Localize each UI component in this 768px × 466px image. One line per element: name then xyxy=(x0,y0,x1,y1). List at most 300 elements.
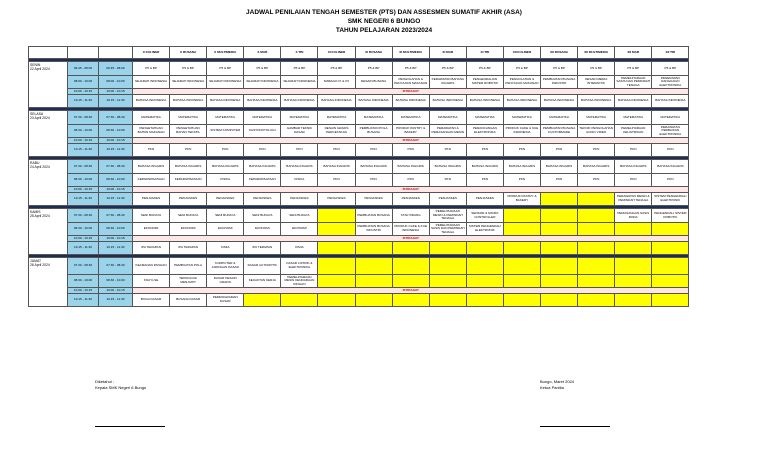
day-name: JUMAT xyxy=(30,259,42,263)
subject-cell: PEMELIHARAAN MESIN KENDARAAN RINGAN xyxy=(281,275,318,288)
subject-cell: BAHASA INDONESIA xyxy=(281,95,318,108)
time-cell: 10.00 - 10.15 xyxy=(99,187,133,193)
subject-cell: P5 & BP xyxy=(281,62,318,76)
subject-cell: SEJARAH INDONESIA xyxy=(244,76,281,89)
subject-cell: P5 & BP xyxy=(466,62,503,76)
subject-cell xyxy=(503,258,540,275)
header-time-2 xyxy=(99,47,133,59)
table-row xyxy=(29,258,689,275)
subject-cell: KOMPUTER & JARINGAN DASAR xyxy=(207,258,244,275)
subject-cell: PENJASKES xyxy=(170,193,207,206)
subject-cell: DASAR DESAIN GRAFIS xyxy=(207,275,244,288)
subject-cell: PENERAPAN RANGKAIAN ELEKTRONIKA xyxy=(652,76,689,89)
subject-cell: MATEMATIKA xyxy=(207,111,244,125)
table-row xyxy=(29,193,689,206)
subject-cell: PENJASKES xyxy=(244,193,281,206)
subject-cell: BAHASA INDONESIA xyxy=(244,95,281,108)
subject-cell: SEJARAH INDONESIA xyxy=(133,76,170,89)
subject-cell: BAHASA INGGRIS xyxy=(170,160,207,174)
subject-cell: PKN xyxy=(652,174,689,187)
subject-cell: IPA TERAPAN xyxy=(133,242,170,255)
class-header: XII MAB xyxy=(615,47,652,59)
header-time-1 xyxy=(68,47,99,59)
day-date: 22 April 2024 xyxy=(30,66,50,71)
subject-cell: PKN xyxy=(578,144,615,157)
subject-cell: IPA TERAPAN xyxy=(170,242,207,255)
subject-cell xyxy=(615,294,652,307)
subject-cell: BAHASA INDONESIA xyxy=(355,95,392,108)
class-header: X MULTIMEDIA xyxy=(207,47,244,59)
subject-cell: BAHASA INDONESIA xyxy=(392,95,429,108)
table-row xyxy=(29,144,689,157)
subject-cell: BAHASA INGGRIS xyxy=(652,160,689,174)
time-cell: 07.30 - 08.30 xyxy=(68,160,99,174)
header-year: TAHUN PELAJARAN 2023/2024 xyxy=(335,27,433,34)
exam-schedule-table xyxy=(28,46,689,307)
subject-cell xyxy=(578,258,615,275)
time-cell: 10.00 - 10.15 xyxy=(68,288,99,294)
subject-cell xyxy=(578,242,615,255)
time-cell: 07.30 - 08.30 xyxy=(68,258,99,275)
subject-cell xyxy=(466,258,503,275)
time-cell: 07.30 - 08.30 xyxy=(68,209,99,223)
time-cell: 06.45 - 08.00 xyxy=(99,62,133,76)
subject-cell: PKN xyxy=(318,144,355,157)
subject-cell xyxy=(355,275,392,288)
subject-cell: BAHASA INDONESIA xyxy=(170,95,207,108)
subject-cell: PEMELIHARAAN KELISTRIKAN xyxy=(615,125,652,138)
subject-cell: MABAGO IX & XX xyxy=(318,76,355,89)
subject-cell: P5 & BP xyxy=(578,62,615,76)
subject-cell: PKN xyxy=(466,174,503,187)
day-cell xyxy=(29,160,68,206)
subject-cell: PKN xyxy=(355,144,392,157)
time-cell: 10.15 - 11.30 xyxy=(68,95,99,108)
table-row xyxy=(29,223,689,236)
subject-cell: P5 & BP xyxy=(244,62,281,76)
subject-cell: PKN xyxy=(429,174,466,187)
subject-cell xyxy=(541,275,578,288)
subject-cell xyxy=(429,294,466,307)
subject-cell: PERAWATAN & PEMASANGAN MESIN xyxy=(429,125,466,138)
subject-cell: PKN xyxy=(466,144,503,157)
subject-cell: MATEMATIKA xyxy=(170,111,207,125)
subject-cell: PERAWATAN BAHASA INGGRIS xyxy=(429,76,466,89)
table-row xyxy=(29,242,689,255)
time-cell: 08.30 - 10.00 xyxy=(99,275,133,288)
day-name: RABU xyxy=(30,161,40,165)
subject-cell: PEMELIHARAAN SASIS DAN PEMINDAH TENAGA xyxy=(616,75,651,87)
day-name: SELASA xyxy=(30,112,44,116)
class-header: XI MAB xyxy=(429,47,466,59)
subject-cell: DASAR AUTOMOTIF xyxy=(244,258,281,275)
subject-cell: PRODUK PASTRY & BAKERY xyxy=(503,193,540,206)
time-cell: 10.15 - 11.30 xyxy=(99,294,133,307)
time-cell: 10.15 - 11.30 xyxy=(99,242,133,255)
table-row xyxy=(29,160,689,174)
time-cell: 08.30 - 10.00 xyxy=(99,125,133,138)
subject-cell xyxy=(318,275,355,288)
subject-cell: BAHASA INDONESIA xyxy=(207,95,244,108)
day-date: 23 April 2024 xyxy=(30,115,50,120)
subject-cell: P5 & BP xyxy=(541,62,578,76)
signature-line-left xyxy=(95,426,165,427)
table-row xyxy=(29,174,689,187)
subject-cell: SENI BUDAYA xyxy=(207,209,244,223)
break-label: ISTIRAHAT xyxy=(133,288,689,294)
subject-cell: TATA HIDANG xyxy=(392,209,429,223)
footer-left-label: Diketahui : xyxy=(95,379,114,384)
subject-cell: PENJASKES xyxy=(318,193,355,206)
subject-cell: PKN xyxy=(355,174,392,187)
subject-cell: MATEMATIKA xyxy=(503,111,540,125)
time-cell: 10.15 - 11.30 xyxy=(68,294,99,307)
class-header: XII MULTIMEDIA xyxy=(578,47,615,59)
subject-cell: MATEMATIKA xyxy=(355,111,392,125)
subject-cell: BAHASA INDONESIA xyxy=(578,95,615,108)
subject-cell xyxy=(541,294,578,307)
subject-cell: KEPARIWISATAAN xyxy=(244,174,281,187)
subject-cell: MATEMATIKA xyxy=(429,111,466,125)
subject-cell xyxy=(355,294,392,307)
subject-cell: KIMIA xyxy=(281,242,318,255)
subject-cell xyxy=(503,209,540,223)
subject-cell: PENJASKES xyxy=(133,193,170,206)
subject-cell: P5 & BP xyxy=(392,62,429,76)
table-row xyxy=(29,125,689,138)
subject-cell: PKN xyxy=(318,174,355,187)
time-cell: 10.00 - 10.15 xyxy=(99,138,133,144)
subject-cell: PENGETAHUAN BAHAN MAKANAN xyxy=(133,125,170,138)
subject-cell: P5 & BP xyxy=(355,62,392,76)
subject-cell: SEJARAH INDONESIA xyxy=(281,76,318,89)
subject-cell: BAHASA INGGRIS xyxy=(318,160,355,174)
subject-cell xyxy=(652,223,689,236)
time-cell: 08.30 - 10.00 xyxy=(99,174,133,187)
day-cell xyxy=(29,62,68,108)
subject-cell: BAHASA INDONESIA xyxy=(615,95,652,108)
subject-cell xyxy=(503,223,540,236)
subject-cell: BAHASA INDONESIA xyxy=(318,95,355,108)
subject-cell xyxy=(244,294,281,307)
subject-cell xyxy=(541,209,578,223)
class-header: XII KULINER xyxy=(503,47,540,59)
subject-cell: MATEMATIKA xyxy=(392,111,429,125)
subject-cell: PKN xyxy=(281,144,318,157)
table-row xyxy=(29,95,689,108)
subject-cell: P5 & BP xyxy=(615,62,652,76)
subject-cell: PEMELIHARAAN SASIS DAN PEMINDAH TENAGA xyxy=(430,222,465,234)
subject-cell xyxy=(466,294,503,307)
subject-cell: DESAIN MEDIA INTERAKTIF xyxy=(578,76,615,89)
subject-cell: SENI BUDAYA xyxy=(281,209,318,223)
class-header: XI MULTIMEDIA xyxy=(392,47,429,59)
footer-right xyxy=(540,379,574,391)
time-cell: 10.15 - 11.30 xyxy=(68,242,99,255)
subject-cell: P5 & BP xyxy=(170,62,207,76)
subject-cell: PENGENDALI SISTEM ROBOTIK xyxy=(652,209,689,223)
subject-cell: EKONOMI xyxy=(170,223,207,236)
subject-cell: BAHASA INGGRIS xyxy=(466,160,503,174)
subject-cell: BUSANA DASAR xyxy=(170,294,207,307)
subject-cell: K3LH LSE xyxy=(133,275,170,288)
subject-cell: BAHASA INDONESIA xyxy=(503,95,540,108)
time-cell: 10.00 - 10.15 xyxy=(99,288,133,294)
subject-cell xyxy=(615,242,652,255)
day-date: 24 April 2024 xyxy=(30,164,50,169)
footer-right-title: Ketua Panitia xyxy=(540,385,564,390)
subject-cell: BAHASA INDONESIA xyxy=(541,95,578,108)
break-label: ISTIRAHAT xyxy=(133,187,689,193)
subject-cell: PEMBUATAN BUSANA xyxy=(355,209,392,223)
subject-cell: BAHASA INDONESIA xyxy=(466,95,503,108)
day-cell xyxy=(29,111,68,157)
subject-cell xyxy=(392,294,429,307)
subject-cell xyxy=(318,242,355,255)
subject-cell xyxy=(578,294,615,307)
subject-cell: MATEMATIKA xyxy=(281,111,318,125)
subject-cell: P5 & BP xyxy=(503,62,540,76)
subject-cell: KASTONOTOLOGI xyxy=(244,125,281,138)
subject-cell: KEPARIWISATAAN xyxy=(133,174,170,187)
subject-cell: DESAIN GRAFIS PERCETAKAN xyxy=(318,125,355,138)
subject-cell: MATEMATIKA xyxy=(133,111,170,125)
subject-cell xyxy=(541,258,578,275)
subject-cell: PEMROGRAMAN DASAR xyxy=(207,294,244,307)
subject-cell: PENJASKES xyxy=(207,193,244,206)
subject-cell xyxy=(652,294,689,307)
subject-cell: P5 & BP xyxy=(318,62,355,76)
subject-cell: TEKNOLOGI MENJAHIT xyxy=(170,275,207,288)
subject-cell xyxy=(652,258,689,275)
subject-cell: DESAIN BUSANA xyxy=(355,76,392,89)
day-date: 25 April 2024 xyxy=(30,213,50,218)
time-cell: 10.00 - 10.15 xyxy=(68,89,99,95)
subject-cell xyxy=(578,223,615,236)
class-header: XI BUSANA xyxy=(355,47,392,59)
subject-cell: BAHASA INGGRIS xyxy=(207,160,244,174)
subject-cell: KEPARIWISATAAN xyxy=(170,174,207,187)
subject-cell: PENJASKES xyxy=(466,193,503,206)
header-title: JADWAL PENILAIAN TENGAH SEMESTER (PTS) DAN ASSESMEN SUMATIF AKHIR (ASA) xyxy=(246,9,522,16)
subject-cell: BAHASA INGGRIS xyxy=(615,160,652,174)
subject-cell: PENJASKES xyxy=(429,193,466,206)
subject-cell: PEMBUATAN BUSANA INDUSTRI xyxy=(355,223,392,236)
subject-cell xyxy=(615,275,652,288)
class-header: X MAB xyxy=(244,47,281,59)
subject-cell: PKN xyxy=(615,144,652,157)
subject-cell xyxy=(578,275,615,288)
subject-cell xyxy=(615,223,652,236)
day-cell xyxy=(29,209,68,255)
subject-cell xyxy=(318,258,355,275)
subject-cell: PKN xyxy=(541,144,578,157)
time-cell: 10.00 - 10.15 xyxy=(68,187,99,193)
subject-cell: MATEMATIKA xyxy=(244,111,281,125)
subject-cell: PENGOLAHAN & PENYAJIAN MAKANAN xyxy=(392,76,429,89)
day-date: 26 April 2024 xyxy=(30,262,50,267)
subject-cell xyxy=(541,223,578,236)
subject-cell: SISTEM PENGENDALI ELEKTRONIK xyxy=(652,193,689,206)
day-name: KAMIS xyxy=(30,210,41,214)
subject-cell: PKN xyxy=(429,144,466,157)
time-cell: 08.30 - 10.00 xyxy=(68,275,99,288)
footer-left-title: Kepala SMK Negeri 6 Bungo xyxy=(95,385,147,390)
class-header: X BUSANA xyxy=(170,47,207,59)
class-header: XI KULINER xyxy=(318,47,355,59)
subject-cell: SISTEM KOMPUTER xyxy=(207,125,244,138)
subject-cell xyxy=(466,275,503,288)
document-header xyxy=(0,8,768,35)
subject-cell: PKN xyxy=(615,174,652,187)
subject-cell: P5 & BP xyxy=(429,62,466,76)
subject-cell: MATEMATIKA xyxy=(578,111,615,125)
subject-cell: MATEMATIKA xyxy=(652,111,689,125)
class-header: X KULINER xyxy=(133,47,170,59)
subject-cell xyxy=(652,242,689,255)
table-row xyxy=(29,294,689,307)
subject-cell xyxy=(429,242,466,255)
subject-cell: KIMIA xyxy=(207,242,244,255)
subject-cell: BAHASA INGGRIS xyxy=(541,160,578,174)
subject-cell xyxy=(429,258,466,275)
subject-cell: TEKNIK PENGOLAHAN AUDIO VIDEO xyxy=(578,125,615,138)
subject-cell: PKN xyxy=(503,174,540,187)
footer-left xyxy=(95,379,146,391)
subject-cell: P5 & BP xyxy=(652,62,689,76)
subject-cell: KECAKTAN KERJA xyxy=(244,275,281,288)
time-cell: 10.15 - 11.30 xyxy=(68,193,99,206)
subject-cell: SENI BUDAYA xyxy=(133,209,170,223)
table-row xyxy=(29,275,689,288)
subject-cell: EKONOMI xyxy=(207,223,244,236)
table-row xyxy=(29,76,689,89)
time-cell: 07.30 - 08.30 xyxy=(99,258,133,275)
subject-cell: PKN xyxy=(244,144,281,157)
subject-cell: PKN xyxy=(207,144,244,157)
subject-cell: PEMELIHARAAN MESIN & PEMINDAH TENAGA xyxy=(429,209,466,223)
subject-cell: PKN xyxy=(541,174,578,187)
time-cell: 10.15 - 11.30 xyxy=(99,144,133,157)
subject-cell: BAHASA INDONESIA xyxy=(133,95,170,108)
subject-cell xyxy=(466,242,503,255)
subject-cell: BAHASA INGGRIS xyxy=(392,160,429,174)
time-cell: 08.00 - 10.00 xyxy=(68,76,99,89)
subject-cell: PKN xyxy=(578,174,615,187)
subject-cell: PKN xyxy=(503,144,540,157)
class-header: XII TBI xyxy=(652,47,689,59)
subject-cell: PENJASKES xyxy=(281,193,318,206)
subject-cell xyxy=(503,275,540,288)
table-header-row xyxy=(29,47,689,59)
subject-cell: EKONOMI xyxy=(244,223,281,236)
time-cell: 08.30 - 10.00 xyxy=(68,125,99,138)
subject-cell: MATEMATIKA xyxy=(318,111,355,125)
subject-cell: PENGETAHUAN BAHAN TEKSTIL xyxy=(170,125,207,138)
subject-cell: PKN xyxy=(652,144,689,157)
subject-cell: SENSOR & MICRO CONTROLLER xyxy=(466,209,503,223)
subject-cell: BOGA DASAR xyxy=(133,294,170,307)
subject-cell: PENGENDALIAN SISTEM ROBOTIK xyxy=(466,76,503,89)
subject-cell: BAHASA INGGRIS xyxy=(503,160,540,174)
subject-cell xyxy=(503,294,540,307)
footer-right-place-date: Bungo, Maret 2024 xyxy=(540,379,575,384)
class-header: XI TBI xyxy=(466,47,503,59)
day-cell xyxy=(29,258,68,307)
subject-cell: IPA TERAPAN xyxy=(244,242,281,255)
subject-cell: BAHASA INGGRIS xyxy=(133,160,170,174)
class-header: XII BUSANA xyxy=(541,47,578,59)
subject-cell: PKN xyxy=(170,144,207,157)
subject-cell: PENJASKES xyxy=(392,193,429,206)
time-cell: 08.30 - 10.00 xyxy=(68,174,99,187)
time-cell: 08.30 - 10.00 xyxy=(99,223,133,236)
subject-cell: GAMBAR TEKNIK DASAR xyxy=(281,125,318,138)
time-cell: 10.15 - 11.30 xyxy=(99,193,133,206)
subject-cell: FISIKA xyxy=(207,174,244,187)
time-cell: 10.00 - 10.15 xyxy=(99,236,133,242)
subject-cell: PERAWATAN PERBAIKAN ELEKTRONIKA xyxy=(652,125,689,138)
subject-cell xyxy=(615,258,652,275)
time-cell: 10.00 - 10.15 xyxy=(99,89,133,95)
subject-cell: PKN xyxy=(392,174,429,187)
subject-cell: FISIKA xyxy=(281,174,318,187)
subject-cell: MATEMATIKA xyxy=(541,111,578,125)
subject-cell: SISTEM PENGENDALI ELEKTRONIK xyxy=(466,223,503,236)
subject-cell: P5 & BP xyxy=(133,62,170,76)
table-row xyxy=(29,62,689,76)
break-label: ISTIRAHAT xyxy=(133,236,689,242)
subject-cell: PENJASKES xyxy=(355,193,392,206)
header-school: SMK NEGERI 6 BUNGO xyxy=(347,18,421,25)
subject-cell xyxy=(281,294,318,307)
time-cell: 08.30 - 10.00 xyxy=(68,223,99,236)
subject-cell: BAHASA INGGRIS xyxy=(578,160,615,174)
subject-cell xyxy=(392,242,429,255)
subject-cell: EKONOMI xyxy=(133,223,170,236)
subject-cell: PEMBUATAN BUSANA INDUSTRI xyxy=(541,76,578,89)
subject-cell: PKN xyxy=(133,144,170,157)
subject-cell xyxy=(578,209,615,223)
subject-cell: BAHASA INGGRIS xyxy=(281,160,318,174)
subject-cell: PKN xyxy=(392,144,429,157)
time-cell: 07.30 - 08.30 xyxy=(99,209,133,223)
table-row xyxy=(29,111,689,125)
subject-cell: SENI BUDAYA xyxy=(170,209,207,223)
subject-cell: PEMASANGAN SASIS RODA xyxy=(615,209,652,223)
subject-cell xyxy=(318,294,355,307)
subject-cell xyxy=(318,209,355,223)
day-name: SENIN xyxy=(30,63,41,67)
subject-cell: SEJARAH INDONESIA xyxy=(207,76,244,89)
subject-cell xyxy=(355,258,392,275)
subject-cell xyxy=(541,242,578,255)
signature-line-right xyxy=(540,426,610,427)
time-cell: 07.30 - 08.30 xyxy=(99,160,133,174)
subject-cell: PENGOLAHAN & PENYAJIAN MAKANAN xyxy=(503,76,540,89)
subject-cell: PEMBUATAN POLA BUSANA xyxy=(355,125,392,138)
subject-cell xyxy=(318,223,355,236)
time-cell: 06.45 - 08.00 xyxy=(68,62,99,76)
time-cell: 07.30 - 08.30 xyxy=(99,111,133,125)
time-cell: 07.30 - 08.30 xyxy=(68,111,99,125)
subject-cell: PRODUK PASTRY & BAKERY xyxy=(392,125,429,138)
subject-cell: PRODUK CAKE & KUE INDONESIA xyxy=(503,125,540,138)
class-header: X TBI xyxy=(281,47,318,59)
subject-cell: SEJARAH INDONESIA xyxy=(170,76,207,89)
subject-cell: EKONOMI xyxy=(281,223,318,236)
subject-cell: PRODUK CAKE & KUE INDONESIA xyxy=(392,223,429,236)
